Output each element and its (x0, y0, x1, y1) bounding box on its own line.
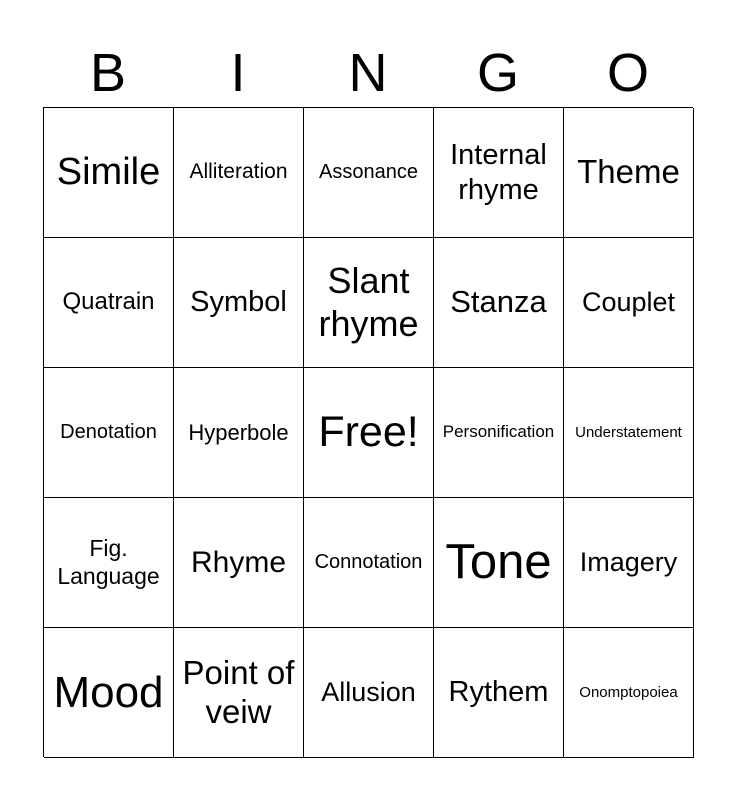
bingo-cell[interactable] (564, 108, 694, 238)
bingo-cell[interactable] (44, 238, 174, 368)
bingo-cell[interactable] (434, 238, 564, 368)
cell-label: Imagery (579, 546, 678, 577)
bingo-board (43, 107, 693, 757)
cell-label: Point of veiw (182, 653, 295, 730)
header-letter-g: G (476, 43, 519, 103)
cell-label: Hyperbole (188, 419, 289, 445)
cell-label: Slant rhyme (318, 260, 419, 344)
bingo-cell[interactable] (174, 498, 304, 628)
cell-label: Couplet (581, 286, 676, 317)
bingo-cell[interactable] (174, 368, 304, 498)
cell-label: Personification (442, 422, 555, 442)
bingo-cell[interactable] (564, 238, 694, 368)
cell-label: Stanza (450, 284, 547, 320)
bingo-cell[interactable] (434, 498, 564, 628)
cell-label: Free! (318, 408, 419, 457)
bingo-cell[interactable] (434, 628, 564, 758)
cell-label: Allusion (321, 676, 416, 707)
header-letter-i: I (230, 43, 246, 103)
cell-label: Onomptopoiea (579, 683, 678, 701)
cell-label: Rythem (448, 676, 549, 709)
bingo-cell[interactable] (44, 368, 174, 498)
bingo-cell[interactable] (564, 368, 694, 498)
cell-label: Symbol (190, 286, 287, 319)
bingo-cell[interactable] (44, 108, 174, 238)
header-letter-o: O (606, 43, 649, 103)
bingo-cell[interactable] (564, 628, 694, 758)
free-space[interactable] (304, 368, 434, 498)
bingo-cell[interactable] (304, 498, 434, 628)
bingo-cell[interactable] (44, 498, 174, 628)
cell-label: Theme (577, 153, 680, 191)
cell-label: Fig. Language (57, 535, 160, 589)
bingo-cell[interactable] (434, 108, 564, 238)
bingo-cell[interactable] (434, 368, 564, 498)
cell-label: Simile (56, 151, 161, 194)
bingo-cell[interactable] (174, 108, 304, 238)
bingo-cell[interactable] (44, 628, 174, 758)
cell-label: Connotation (314, 550, 423, 573)
bingo-header (43, 38, 693, 108)
cell-label: Alliteration (189, 160, 288, 184)
cell-label: Assonance (319, 160, 418, 183)
bingo-cell[interactable] (174, 628, 304, 758)
header-letter-n: N (348, 43, 388, 103)
cell-label: Mood (53, 667, 164, 717)
bingo-cell[interactable] (304, 108, 434, 238)
cell-label: Internal rhyme (450, 139, 547, 206)
header-letter-b: B (89, 43, 127, 103)
bingo-cell[interactable] (174, 238, 304, 368)
cell-label: Tone (445, 534, 552, 589)
bingo-cell[interactable] (304, 238, 434, 368)
bingo-cell[interactable] (564, 498, 694, 628)
cell-label: Quatrain (62, 288, 155, 316)
cell-label: Rhyme (190, 545, 287, 579)
cell-label: Denotation (60, 420, 157, 443)
cell-label: Understatement (575, 423, 682, 441)
bingo-cell[interactable] (304, 628, 434, 758)
